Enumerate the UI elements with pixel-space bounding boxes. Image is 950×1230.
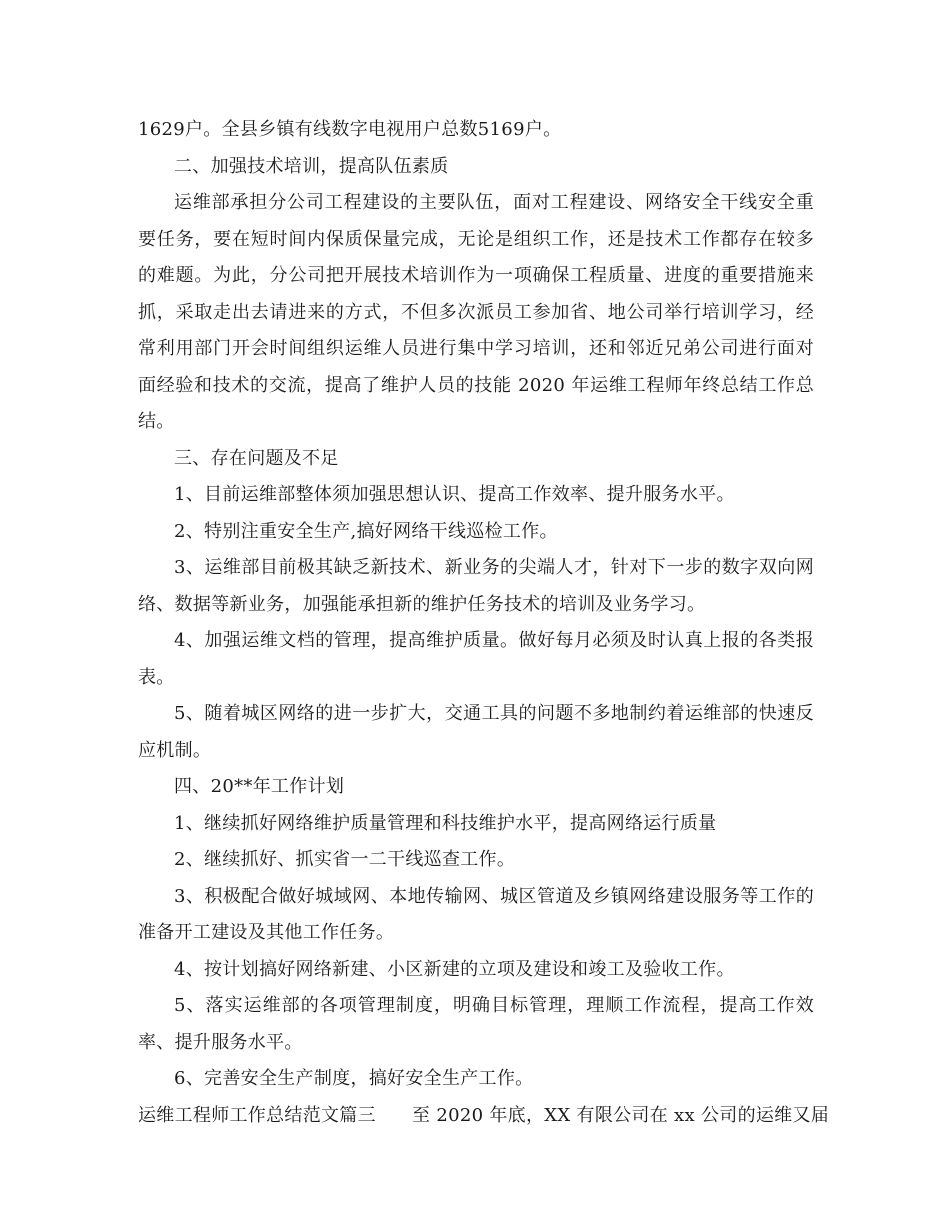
problem-item-2: 2、特别注重安全生产,搞好网络干线巡检工作。	[174, 520, 558, 542]
paragraph-user-count: 1629户。全县乡镇有线数字电视用户总数5169户。	[138, 119, 562, 140]
heading-technical-training: 二、加强技术培训，提高队伍素质	[174, 155, 449, 177]
problem-item-1: 1、目前运维部整体须加强思想认识、提高工作效率、提升服务水平。	[174, 484, 735, 505]
paragraph-training-details: 运维部承担分公司工程建设的主要队伍，面对工程建设、网络安全干线安全重要任务，要在短时间内保质保量完成，无论是组织工作，还是技术工作都存在较多的难题。为此，分公司把开展技术培训作为一项确保工程质量、进度的重要措施来抓，采取走出去请进来的方式，不但多次派员工参加省、地公司举行培训学习，经常利用部门开会时间组织运维人员进行集中学习培训，还和邻近兄弟公司进行面对面经验和技术的交流，提高了维护人员的技能 2020 年运维工程师年终总结工作总结。	[138, 192, 814, 432]
next-section-line: 运维工程师工作总结范文篇三 至 2020 年底，XX 有限公司在 xx 公司的运维又届	[138, 1104, 830, 1126]
plan-item-4: 4、按计划搞好网络新建、小区新建的立项及建设和竣工及验收工作。	[174, 958, 735, 980]
plan-item-5: 5、落实运维部的各项管理制度，明确目标管理，理顺工作流程，提高工作效率、提升服务水平。	[138, 995, 814, 1053]
document-body	[138, 112, 830, 1134]
problem-item-3: 3、运维部目前极其缺乏新技术、新业务的尖端人才，针对下一步的数字双向网络、数据等新业务，加强能承担新的维护任务技术的培训及业务学习。	[138, 557, 814, 615]
plan-item-2: 2、继续抓好、抓实省一二干线巡查工作。	[174, 849, 516, 870]
problem-item-5: 5、随着城区网络的进一步扩大，交通工具的问题不多地制约着运维部的快速反应机制。	[138, 703, 814, 761]
heading-work-plan: 四、20**年工作计划	[174, 776, 345, 797]
plan-item-6: 6、完善安全生产制度，搞好安全生产工作。	[174, 1068, 534, 1089]
heading-problems: 三、存在问题及不足	[174, 447, 339, 469]
plan-item-1: 1、继续抓好网络维护质量管理和科技维护水平，提高网络运行质量	[174, 812, 717, 834]
plan-item-3: 3、积极配合做好城域网、本地传输网、城区管道及乡镇网络建设服务等工作的准备开工建设及其他工作任务。	[138, 885, 814, 943]
problem-item-4: 4、加强运维文档的管理，提高维护质量。做好每月必须及时认真上报的各类报表。	[138, 630, 814, 688]
